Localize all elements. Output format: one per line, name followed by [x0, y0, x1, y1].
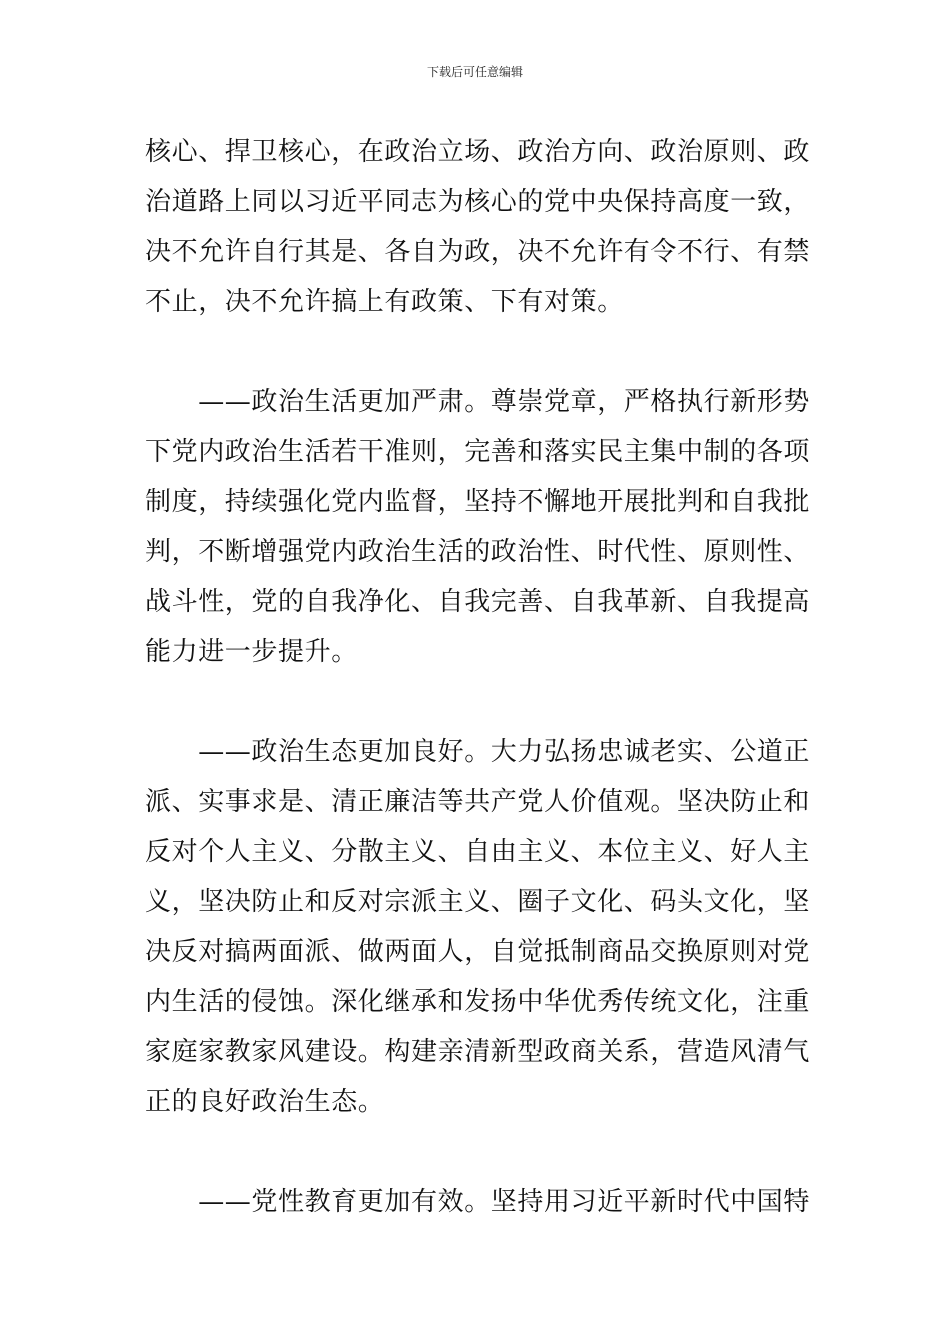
- text-line: 战斗性，党的自我净化、自我完善、自我革新、自我提高: [145, 587, 811, 617]
- text-line: 义，坚决防止和反对宗派主义、圈子文化、码头文化，坚: [145, 887, 811, 917]
- text-line: 核心、捍卫核心，在政治立场、政治方向、政治原则、政: [145, 137, 811, 167]
- text-line: 决不允许自行其是、各自为政，决不允许有令不行、有禁: [145, 237, 811, 267]
- text-line: 不止，决不允许搞上有政策、下有对策。: [145, 287, 624, 317]
- paragraph: [145, 127, 810, 327]
- text-line: 家庭家教家风建设。构建亲清新型政商关系，营造风清气: [145, 1037, 811, 1067]
- text-line: 制度，持续强化党内监督，坚持不懈地开展批判和自我批: [145, 487, 811, 517]
- text-line: ——政治生态更加良好。大力弘扬忠诚老实、公道正: [145, 737, 811, 767]
- text-line: 治道路上同以习近平同志为核心的党中央保持高度一致，: [145, 187, 811, 217]
- text-line: 反对个人主义、分散主义、自由主义、本位主义、好人主: [145, 837, 811, 867]
- text-line: 内生活的侵蚀。深化继承和发扬中华优秀传统文化，注重: [145, 987, 811, 1017]
- text-line: ——政治生活更加严肃。尊崇党章，严格执行新形势: [145, 387, 811, 417]
- paragraph-spacer: [145, 677, 810, 727]
- text-line: 能力进一步提升。: [145, 637, 358, 667]
- text-line: 正的良好政治生态。: [145, 1087, 385, 1117]
- page-header: 下载后可任意编辑: [426, 65, 523, 79]
- paragraph: [145, 727, 810, 1127]
- paragraph: [145, 377, 810, 677]
- paragraph: [145, 1177, 810, 1227]
- text-line: ——党性教育更加有效。坚持用习近平新时代中国特: [145, 1187, 811, 1217]
- text-line: 派、实事求是、清正廉洁等共产党人价值观。坚决防止和: [145, 787, 811, 817]
- document-body: [145, 127, 810, 1227]
- paragraph-spacer: [145, 1127, 810, 1177]
- text-line: 下党内政治生活若干准则，完善和落实民主集中制的各项: [145, 437, 811, 467]
- text-line: 决反对搞两面派、做两面人，自觉抵制商品交换原则对党: [145, 937, 811, 967]
- text-line: 判，不断增强党内政治生活的政治性、时代性、原则性、: [145, 537, 811, 567]
- paragraph-spacer: [145, 327, 810, 377]
